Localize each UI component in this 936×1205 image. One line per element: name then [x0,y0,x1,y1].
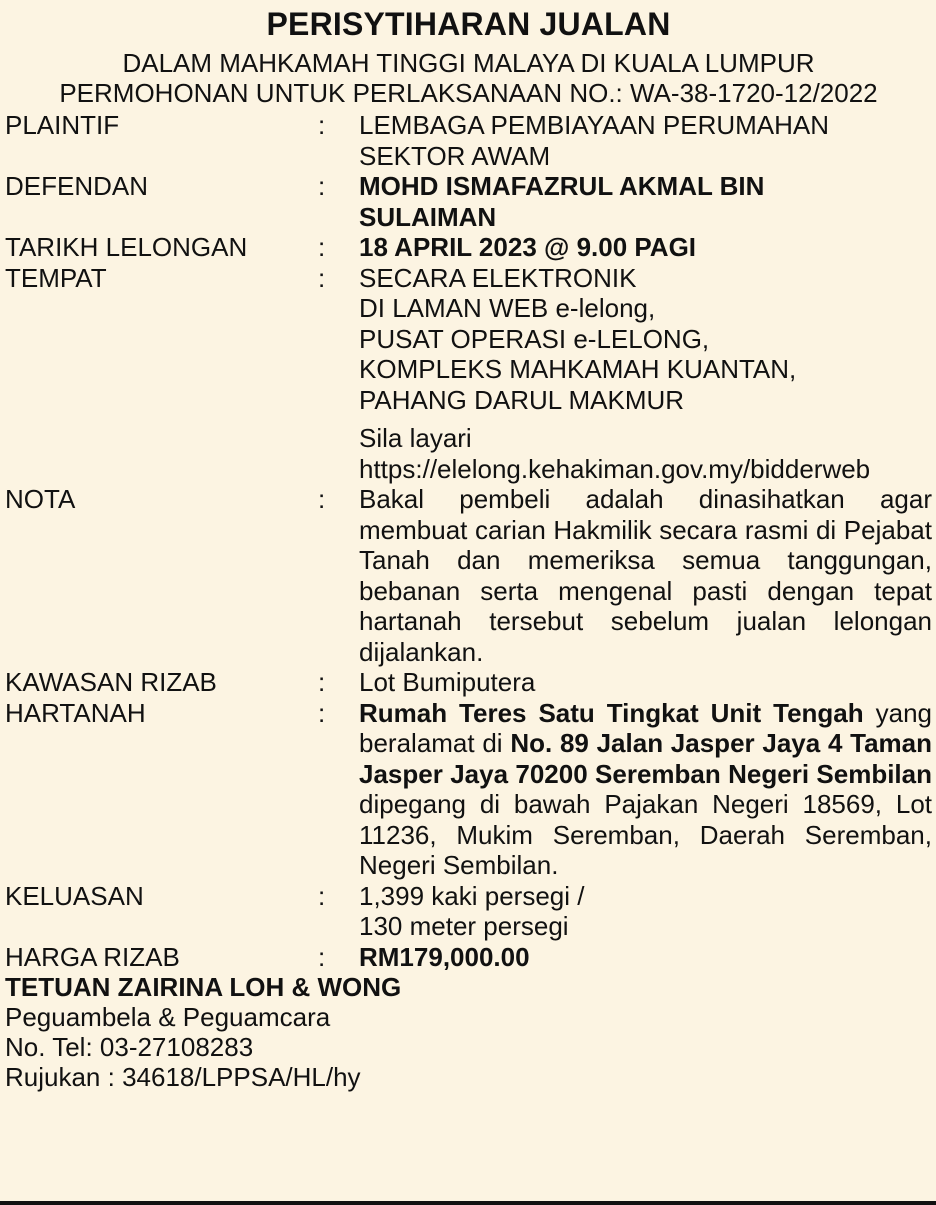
solicitor-block [5,972,932,1092]
field-value-tempat [359,263,932,485]
field-row-plaintif [5,110,932,171]
field-colon: : [318,667,326,697]
notice-title: PERISYTIHARAN JUALAN [266,6,671,42]
court-name: DALAM MAHKAMAH TINGGI MALAYA DI KUALA LUMPUR [122,48,815,78]
tempat-line-4: KOMPLEKS MAHKAMAH KUANTAN, [359,354,797,384]
field-label: PLAINTIF [5,110,120,140]
tempat-line-3: PUSAT OPERASI e-LELONG, [359,323,710,354]
notice-fields [5,110,932,972]
field-colon: : [318,171,326,201]
application-number: PERMOHONAN UNTUK PERLAKSANAAN NO.: WA-38-1720-12/2022 [59,78,878,108]
field-value-hartanah [359,698,932,881]
field-label: HARGA RIZAB [5,941,180,972]
field-colon: : [318,484,326,514]
tempat-url[interactable]: https://elelong.kehakiman.gov.my/bidderweb [359,453,871,484]
firm-role: Peguambela & Peguamcara [5,1002,331,1032]
field-label: KELUASAN [5,880,144,911]
field-colon: : [318,941,326,972]
defendan-line-2: SULAIMAN [359,201,497,232]
firm-reference: Rujukan : 34618/LPPSA/HL/hy [5,1062,361,1092]
tempat-line-2: DI LAMAN WEB e-lelong, [359,293,656,323]
field-row-defendan [5,171,932,232]
firm-phone: No. Tel: 03-27108283 [5,1032,254,1062]
field-label: NOTA [5,484,76,514]
field-value-plaintif [359,110,932,171]
field-row-hartanah [5,698,932,881]
field-label: DEFENDAN [5,171,149,201]
field-row-keluasan [5,881,932,942]
field-value-keluasan [359,881,932,942]
property-type: Rumah Teres Satu Tingkat Unit Tengah [359,697,864,728]
field-value-tarikh: 18 APRIL 2023 @ 9.00 PAGI [359,232,697,262]
keluasan-line-2: 130 meter persegi [359,911,569,941]
field-value-defendan [359,171,932,232]
defendan-line-1: MOHD ISMAFAZRUL AKMAL BIN [359,171,765,201]
tempat-line-5: PAHANG DARUL MAKMUR [359,384,685,415]
field-colon: : [318,232,326,262]
property-text-1: yang beralamat di [359,697,932,758]
field-row-tempat [5,263,932,485]
property-text-2: dipegang di bawah Pajakan Negeri 18569, Lot 11236, Mukim Seremban, Daerah Seremban, Negeri Sembilan. [359,789,932,880]
field-label: TARIKH LELONGAN [5,232,248,262]
field-value-nota: Bakal pembeli adalah dinasihatkan agar membuat carian Hakmilik secara rasmi di Pejabat Tanah dan memeriksa semua tanggungan, bebanan serta mengenal pasti dengan tepat hartanah tersebut sebelum jualan lelongan dijalankan. [359,484,932,667]
bottom-border-rule [0,1201,936,1205]
tempat-visit: Sila layari [359,423,472,453]
field-row-harga [5,942,932,973]
firm-name: TETUAN ZAIRINA LOH & WONG [5,972,402,1002]
field-value-harga: RM179,000.00 [359,941,530,972]
field-colon: : [318,697,326,728]
plaintif-line-1: LEMBAGA PEMBIAYAAN PERUMAHAN [359,110,830,140]
field-colon: : [318,880,326,911]
property-address: No. 89 Jalan Jasper Jaya 4 Taman Jasper Jaya 70200 Seremban Negeri Sembilan [359,728,933,789]
field-row-kawasan [5,667,932,698]
field-label: TEMPAT [5,262,107,293]
field-colon: : [318,110,326,140]
field-colon: : [318,262,326,293]
field-value-kawasan: Lot Bumiputera [359,667,536,697]
plaintif-line-2: SEKTOR AWAM [359,140,551,171]
field-label: KAWASAN RIZAB [5,667,217,697]
field-row-tarikh [5,232,932,263]
field-row-nota [5,484,932,667]
tempat-line-1: SECARA ELEKTRONIK [359,262,637,293]
keluasan-line-1: 1,399 kaki persegi / [359,880,585,911]
field-label: HARTANAH [5,697,146,728]
